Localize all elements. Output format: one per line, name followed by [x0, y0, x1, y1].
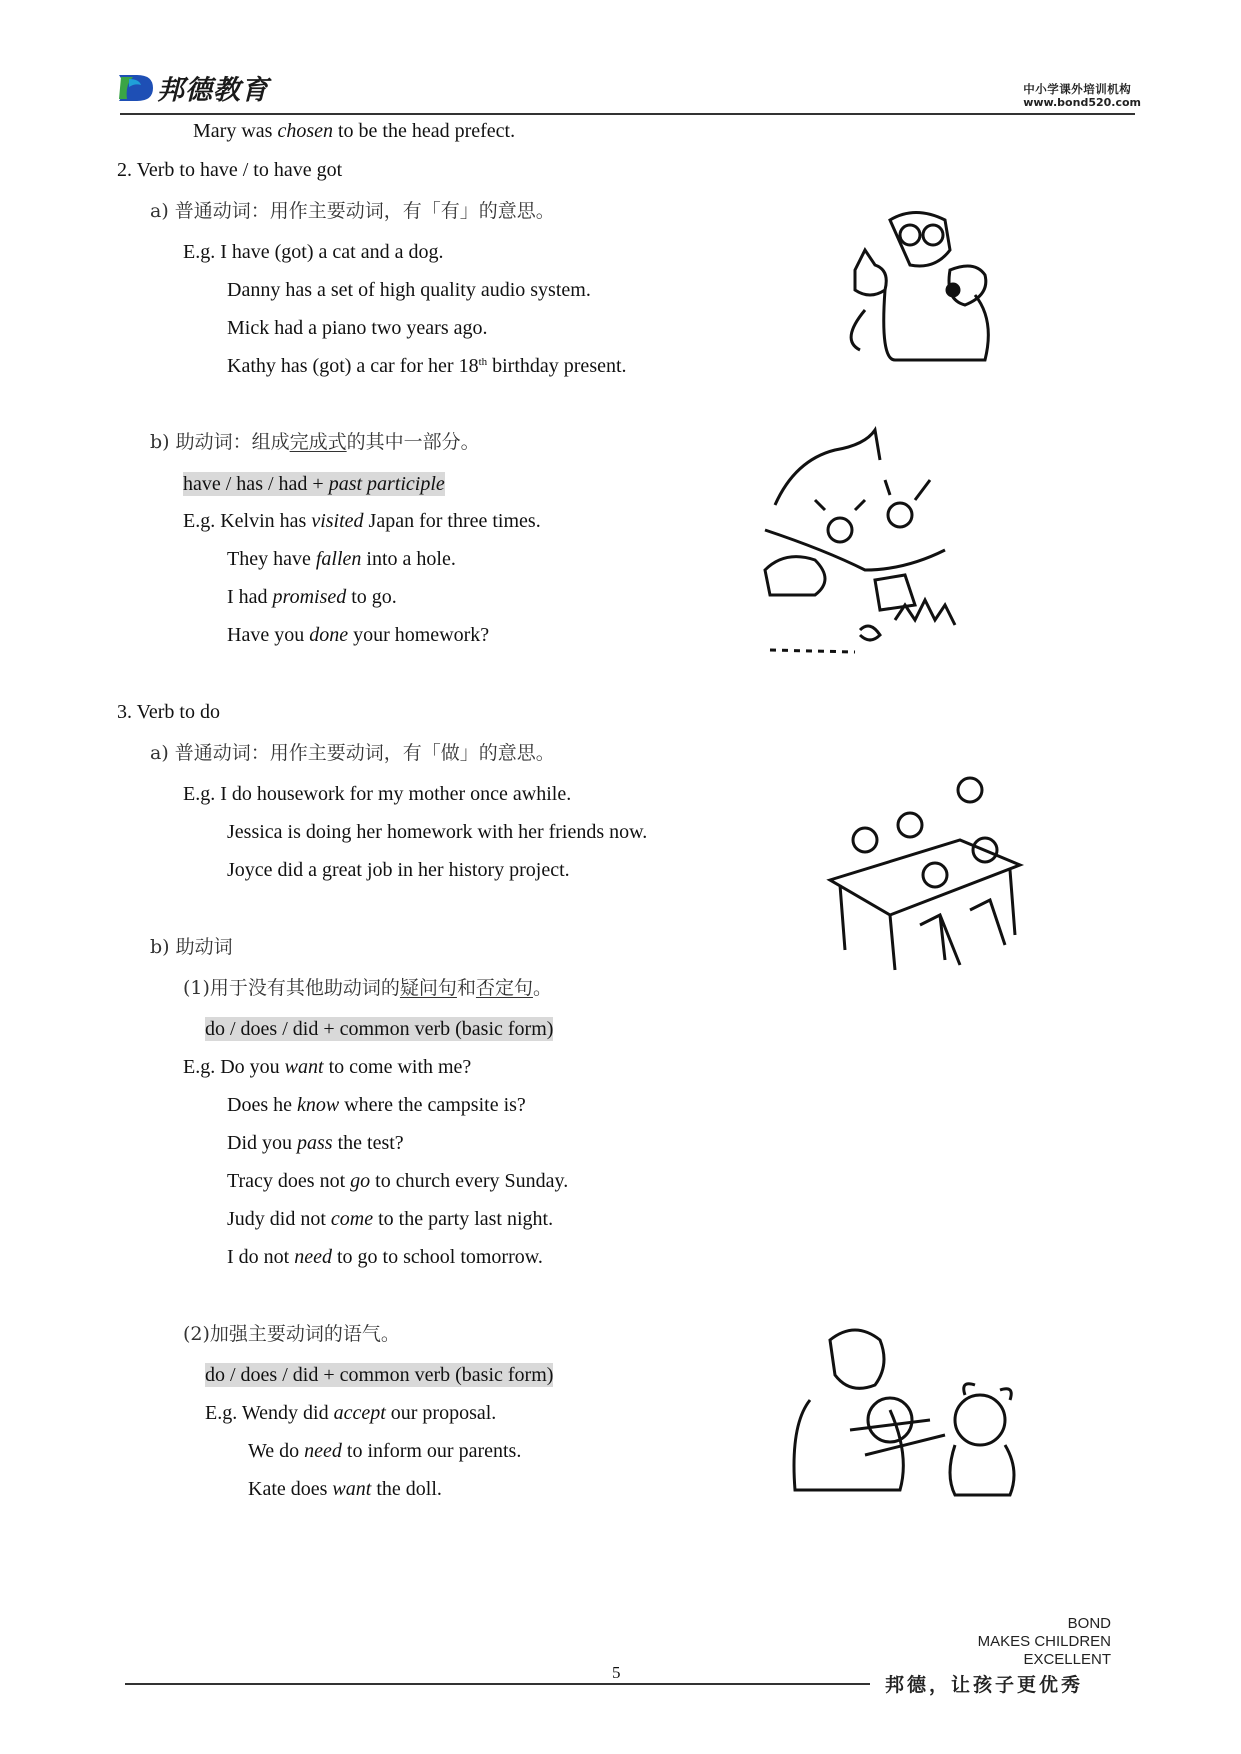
- illustration-father-doll-girl: [780, 1315, 1025, 1500]
- section-3b1-label: [183, 976, 552, 1000]
- italic-verb: want: [332, 1478, 372, 1500]
- text: Mary was: [193, 120, 278, 142]
- example-line: [227, 1093, 526, 1117]
- section-2a-label: a) 普通动词：用作主要动词，有「有」的意思。: [150, 200, 555, 222]
- text: We do: [248, 1440, 305, 1462]
- text: E.g. Do you: [183, 1056, 285, 1078]
- example-line: [227, 354, 627, 378]
- brand-logo: [115, 68, 269, 107]
- italic-verb: fallen: [315, 548, 362, 570]
- text: (1)用于没有其他助动词的: [183, 977, 400, 999]
- header-website[interactable]: www.bond520.com: [1023, 96, 1141, 109]
- section-2-heading: 2. Verb to have / to have got: [117, 159, 343, 181]
- example-line: [227, 1131, 404, 1155]
- example-line: [205, 1401, 496, 1425]
- text: your homework?: [348, 624, 490, 646]
- formula-text: do / does / did + common verb (basic form): [205, 1018, 554, 1040]
- italic-verb: done: [309, 624, 349, 646]
- formula-box: [205, 1017, 553, 1041]
- text: E.g. Wendy did: [205, 1402, 334, 1424]
- header-right: [1023, 83, 1141, 109]
- text: Judy did not: [227, 1208, 331, 1230]
- example-line: [227, 1245, 543, 1269]
- text: to go to school tomorrow.: [331, 1246, 543, 1268]
- italic-verb: need: [294, 1246, 332, 1268]
- illustration-homework-table: [820, 765, 1025, 975]
- text: into a hole.: [361, 548, 456, 570]
- footer-divider: [125, 1683, 870, 1685]
- italic-verb: need: [304, 1440, 342, 1462]
- italic-term: past participle: [328, 473, 445, 495]
- illustration-fallen-into-hole: [755, 420, 970, 660]
- text: b) 助动词：组成: [150, 431, 290, 453]
- example-line: Joyce did a great job in her history project.: [227, 859, 570, 881]
- text: Does he: [227, 1094, 297, 1116]
- slogan-line: MAKES CHILDREN: [977, 1633, 1111, 1650]
- section-3a-label: a) 普通动词：用作主要动词，有「做」的意思。: [150, 742, 555, 764]
- example-line: [248, 1439, 521, 1463]
- italic-verb: chosen: [277, 120, 333, 142]
- example-line: [248, 1477, 442, 1501]
- section-3b2-label: (2)加强主要动词的语气。: [183, 1323, 400, 1345]
- example-line: Jessica is doing her homework with her friends now.: [227, 821, 648, 843]
- slogan-line: BOND: [1067, 1615, 1111, 1632]
- text: Japan for three times.: [363, 510, 541, 532]
- text: 的其中一部分。: [346, 431, 480, 453]
- text: Kate does: [248, 1478, 333, 1500]
- text: E.g. Kelvin has: [183, 510, 312, 532]
- example-line: [227, 623, 489, 647]
- text: to inform our parents.: [341, 1440, 522, 1462]
- text: I do not: [227, 1246, 295, 1268]
- brand-logo-icon: [115, 73, 155, 103]
- example-line: [227, 547, 456, 571]
- superscript: th: [478, 356, 488, 368]
- text: to come with me?: [323, 1056, 472, 1078]
- text: They have: [227, 548, 316, 570]
- underlined-term: 疑问句: [399, 977, 457, 999]
- italic-verb: come: [330, 1208, 374, 1230]
- example-line: [183, 509, 541, 533]
- italic-verb: visited: [311, 510, 364, 532]
- text: to the party last night.: [373, 1208, 554, 1230]
- footer-slogan-cn: 邦德，让孩子更优秀: [885, 1674, 1084, 1696]
- section-3-heading: 3. Verb to do: [117, 701, 220, 723]
- carryover-line: [193, 119, 515, 143]
- page-number: 5: [612, 1663, 621, 1682]
- section-3b-label: b) 助动词: [150, 936, 233, 958]
- text: to church every Sunday.: [370, 1170, 569, 1192]
- italic-verb: know: [296, 1094, 340, 1116]
- text: the doll.: [371, 1478, 442, 1500]
- example-line: [183, 1055, 471, 1079]
- header-tagline: 中小学课外培训机构: [1023, 82, 1132, 96]
- italic-verb: accept: [333, 1402, 386, 1424]
- formula-box: [183, 472, 445, 496]
- text: to be the head prefect.: [332, 120, 516, 142]
- example-line: [227, 585, 397, 609]
- brand-name: 邦德教育: [157, 75, 269, 106]
- section-2b-label: [150, 430, 480, 454]
- example-line: [227, 1169, 568, 1193]
- underlined-term: 否定句: [475, 977, 533, 999]
- italic-verb: go: [350, 1170, 371, 1192]
- text: Did you: [227, 1132, 297, 1154]
- italic-verb: pass: [297, 1132, 333, 1154]
- text: Have you: [227, 624, 310, 646]
- text: have / has / had +: [183, 473, 329, 495]
- formula-box: [205, 1363, 553, 1387]
- text: our proposal.: [385, 1402, 497, 1424]
- slogan-line: EXCELLENT: [1023, 1651, 1111, 1668]
- text: 和: [456, 977, 476, 999]
- example-line: E.g. I have (got) a cat and a dog.: [183, 241, 444, 263]
- example-line: Mick had a piano two years ago.: [227, 317, 488, 339]
- text: Kathy has (got) a car for her 18: [227, 355, 479, 377]
- header-divider: [120, 113, 1135, 115]
- example-line: E.g. I do housework for my mother once awhile.: [183, 783, 572, 805]
- text: I had: [227, 586, 273, 608]
- illustration-man-cat-dog: [835, 200, 1010, 365]
- text: Tracy does not: [227, 1170, 351, 1192]
- text: to go.: [346, 586, 397, 608]
- text: 。: [532, 977, 552, 999]
- footer-slogan-en: [978, 1615, 1111, 1669]
- example-line: [227, 1207, 553, 1231]
- text: the test?: [332, 1132, 404, 1154]
- example-line: Danny has a set of high quality audio system.: [227, 279, 591, 301]
- italic-verb: want: [284, 1056, 324, 1078]
- underlined-term: 完成式: [289, 431, 347, 453]
- formula-text: do / does / did + common verb (basic form): [205, 1364, 554, 1386]
- text: birthday present.: [487, 355, 627, 377]
- italic-verb: promised: [272, 586, 347, 608]
- text: where the campsite is?: [339, 1094, 526, 1116]
